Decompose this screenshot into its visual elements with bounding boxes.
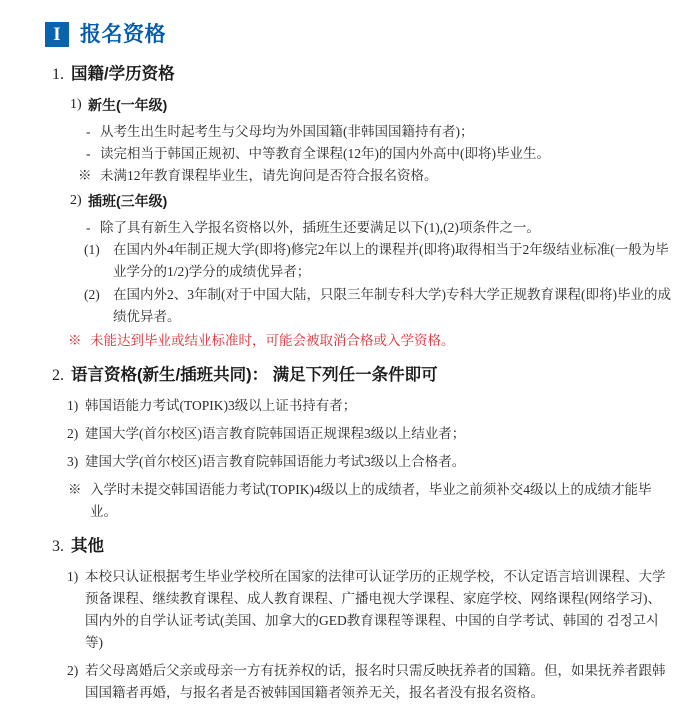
subheading-transfer — [52, 190, 671, 214]
section-title: 国籍/学历资格 — [71, 65, 175, 83]
item-text: 除了具有新生入学报名资格以外，插班生还要满足以下(1),(2)项条件之一。 — [100, 220, 540, 235]
reference-mark: ※ — [68, 482, 82, 497]
item-text: 插班(三年级) — [88, 193, 168, 209]
item-text: 韩国语能力考试(TOPIK)3级以上证书持有者； — [85, 398, 357, 413]
section-roman-badge: I — [45, 22, 69, 47]
section-heading — [52, 535, 671, 558]
item-marker: 1) — [67, 569, 79, 584]
item-text: 从考生出生时起考生与父母均为外国国籍(非韩国国籍持有者)； — [100, 124, 474, 139]
section-heading — [52, 63, 671, 86]
page-title: 报名资格 — [80, 23, 166, 46]
item-text: 读完相当于韩国正规初、中等教育全课程(12年)的国内外高中(即将)毕业生。 — [100, 146, 550, 161]
warning-text: 未能达到毕业或结业标准时，可能会被取消合格或入学资格。 — [90, 333, 455, 348]
warning-note — [52, 330, 671, 352]
item-marker: 1) — [70, 97, 82, 112]
section-others — [52, 535, 671, 704]
item-text: 本校只认证根据考生毕业学校所在国家的法律可认证学历的正规学校，不认定语言培训课程、大学预备课程、继续教育课程、成人教育课程、广播电视大学课程、家庭学校、网络课程(网络学习)、国内外的自学认证考试(美国、加拿大的GED教育课程等课程、中国的自学考试、韩国的 검정고시等) — [85, 569, 666, 650]
list-item — [52, 121, 671, 143]
section-number: 1. — [52, 66, 64, 83]
item-marker: (1) — [84, 242, 100, 257]
page-header — [0, 0, 685, 47]
list-item — [52, 217, 671, 239]
content — [0, 63, 685, 704]
note-item — [52, 165, 671, 187]
list-item — [52, 660, 671, 704]
section-heading — [52, 364, 671, 387]
item-text: 若父母离婚后父亲或母亲一方有抚养权的话，报名时只需反映抚养者的国籍。但，如果抚养者跟韩国国籍者再婚，与报名者是否被韩国国籍者领养无关，报名者没有报名资格。 — [85, 663, 666, 700]
list-item — [52, 423, 671, 445]
condition-item-2 — [52, 284, 671, 328]
item-marker: - — [86, 220, 91, 235]
reference-mark: ※ — [78, 168, 92, 183]
item-marker: 2) — [67, 663, 79, 678]
condition-item-1 — [52, 239, 671, 283]
item-text: 新生(一年级) — [88, 97, 168, 113]
list-item — [52, 395, 671, 417]
item-marker: 2) — [70, 193, 82, 208]
section-nationality-academic — [52, 63, 671, 352]
subheading-freshman — [52, 94, 671, 118]
list-item — [52, 143, 671, 165]
item-text: 在国内外2、3年制(对于中国大陆，只限三年制专科大学)专科大学正规教育课程(即将)毕业的成绩优异者。 — [113, 287, 671, 324]
section-number: 3. — [52, 538, 64, 555]
note-text: 未满12年教育课程毕业生，请先询问是否符合报名资格。 — [100, 168, 438, 183]
note-text: 入学时未提交韩国语能力考试(TOPIK)4级以上的成绩者，毕业之前须补交4级以上的成绩才能毕业。 — [90, 482, 652, 519]
section-language-qualification — [52, 364, 671, 523]
note-item — [52, 479, 671, 523]
item-marker: 1) — [67, 398, 79, 413]
item-marker: (2) — [84, 287, 100, 302]
item-marker: - — [86, 124, 91, 139]
section-title: 语言资格(新生/插班共同)： 满足下列任一条件即可 — [71, 366, 438, 384]
reference-mark: ※ — [68, 333, 82, 348]
list-item — [52, 566, 671, 654]
section-number: 2. — [52, 367, 64, 384]
item-text: 建国大学(首尔校区)语言教育院韩国语正规课程3级以上结业者； — [85, 426, 466, 441]
item-marker: - — [86, 146, 91, 161]
section-title: 其他 — [71, 537, 104, 555]
item-marker: 2) — [67, 426, 79, 441]
item-marker: 3) — [67, 454, 79, 469]
item-text: 建国大学(首尔校区)语言教育院韩国语能力考试3级以上合格者。 — [85, 454, 466, 469]
list-item — [52, 451, 671, 473]
item-text: 在国内外4年制正规大学(即将)修完2年以上的课程并(即将)取得相当于2年级结业标准(一般为毕业学分的1/2)学分的成绩优异者； — [113, 242, 669, 279]
